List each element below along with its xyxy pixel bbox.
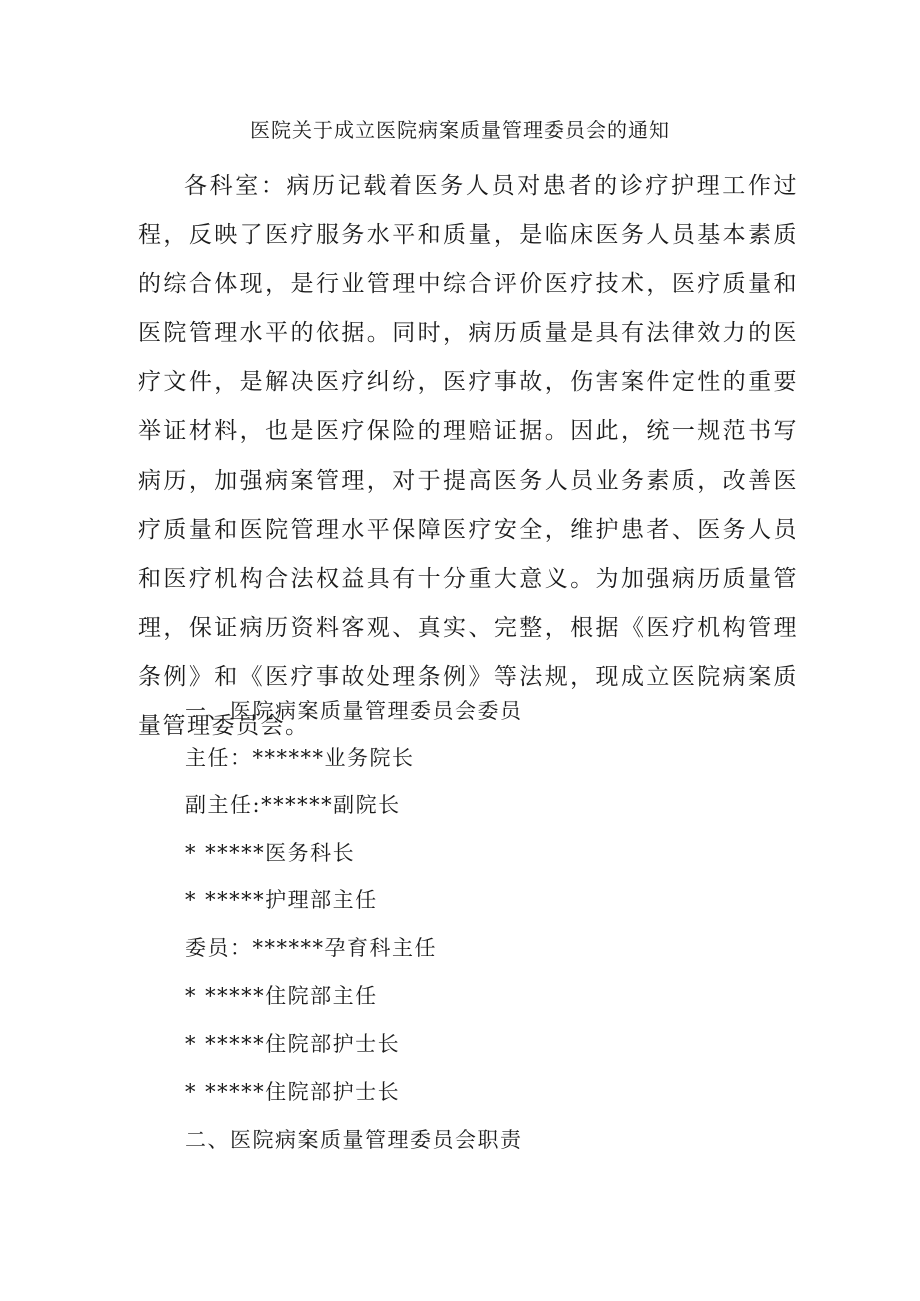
member-director: 主任：******业务院长: [185, 746, 415, 770]
body-paragraph: 各科室：病历记载着医务人员对患者的诊疗护理工作过程，反映了医疗服务水平和质量，是临床医务人员基本素质的综合体现，是行业管理中综合评价医疗技术，医疗质量和医院管理水平的依据。同时，病历质量是具有法律效力的医疗文件，是解决医疗纠纷，医疗事故，伤害案件定性的重要举证材料，也是医疗保险的理赔证据。因此，统一规范书写病历，加强病案管理，对于提高医务人员业务素质，改善医疗质量和医院管理水平保障医疗安全，维护患者、医务人员和医疗机构合法权益具有十分重大意义。为加强病历质量管理，保证病历资料客观、真实、完整，根据《医疗机构管理条例》和《医疗事故处理条例》等法规，现成立医院病案质量管理委员会。: [138, 173, 798, 740]
member-inpatient-director: * *****住院部主任: [185, 984, 378, 1008]
member-inpatient-head-nurse-2: * *****住院部护士长: [185, 1080, 401, 1104]
member-inpatient-head-nurse-1: * *****住院部护士长: [185, 1032, 401, 1056]
member-deputy-director: 副主任:******副院长: [185, 793, 401, 817]
section-2-heading: 二、医院病案质量管理委员会职责: [185, 1128, 523, 1152]
section-1-heading: 一、医院病案质量管理委员会委员: [185, 699, 523, 723]
member-deputy-medical-affairs: * *****医务科长: [185, 841, 356, 865]
member-deputy-nursing: * *****护理部主任: [185, 888, 378, 912]
member-committee-maternal: 委员：******孕育科主任: [185, 936, 437, 960]
document-title: 医院关于成立医院病案质量管理委员会的通知: [250, 118, 670, 142]
